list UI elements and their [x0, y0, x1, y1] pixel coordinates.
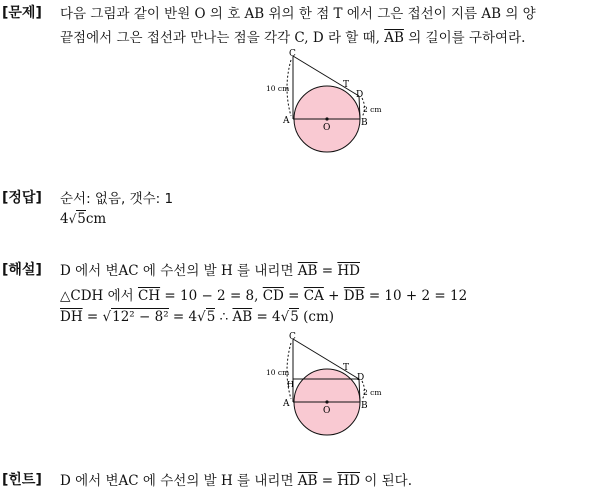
- answer-value: 4√5cm: [60, 211, 107, 227]
- label-o: O: [323, 123, 331, 133]
- explanation-line-2: △CDH 에서 $\overline{CH} = 10 - 2 = 8$, $\overline{CD} = \overline{CA} + \overline{DB} = 10 + 2 = 12$: [60, 288, 468, 304]
- label-h: H: [287, 380, 294, 389]
- label-d: D: [356, 90, 364, 100]
- answer-line-1: 순서: 없음, 갯수: 1: [60, 191, 174, 207]
- label-b: B: [361, 401, 368, 411]
- label-c: C: [289, 49, 296, 59]
- explanation-line-1: D 에서 변AC 에 수선의 발 H 를 내리면 $\overline{AB} = \overline{HD}$: [60, 263, 360, 279]
- problem-line-1: 다음 그림과 같이 반원 O 의 호 AB 위의 한 점 T 에서 그은 접선이 지름 AB 의 양: [60, 6, 536, 22]
- label-t: T: [343, 80, 350, 90]
- label-2cm: 2 cm: [363, 388, 382, 397]
- label-b: B: [361, 118, 368, 128]
- label-t: T: [343, 363, 350, 373]
- problem-tag: [문제]: [2, 5, 42, 21]
- label-10cm: 10 cm: [266, 368, 290, 377]
- label-a: A: [283, 116, 290, 126]
- label-o: O: [323, 406, 331, 416]
- explanation-line-3: $\overline{DH} = √12^2 - 8^2 = 4√5$ ∴ $\overline{AB} = 4√5$ (cm): [60, 309, 335, 325]
- label-10cm: 10 cm: [266, 84, 290, 93]
- figure-solution: [255, 332, 395, 437]
- label-d: D: [357, 373, 365, 383]
- label-c: C: [289, 332, 296, 342]
- hint-line: D 에서 변AC 에 수선의 발 H 를 내리면 $\overline{AB} = \overline{HD}$ 이 된다.: [60, 473, 412, 489]
- hint-tag: [힌트]: [2, 472, 42, 488]
- figure-semicircle-tangent: [255, 48, 395, 153]
- center-dot: [325, 117, 328, 120]
- label-2cm: 2 cm: [363, 105, 382, 114]
- problem-line-2: 끝점에서 그은 접선과 만나는 점을 각각 C, D 라 할 때, $\overline{AB}$ 의 길이를 구하여라.: [60, 30, 526, 46]
- label-a: A: [283, 399, 290, 409]
- answer-tag: [정답]: [2, 190, 42, 206]
- center-dot: [325, 400, 328, 403]
- explanation-tag: [해설]: [2, 262, 42, 278]
